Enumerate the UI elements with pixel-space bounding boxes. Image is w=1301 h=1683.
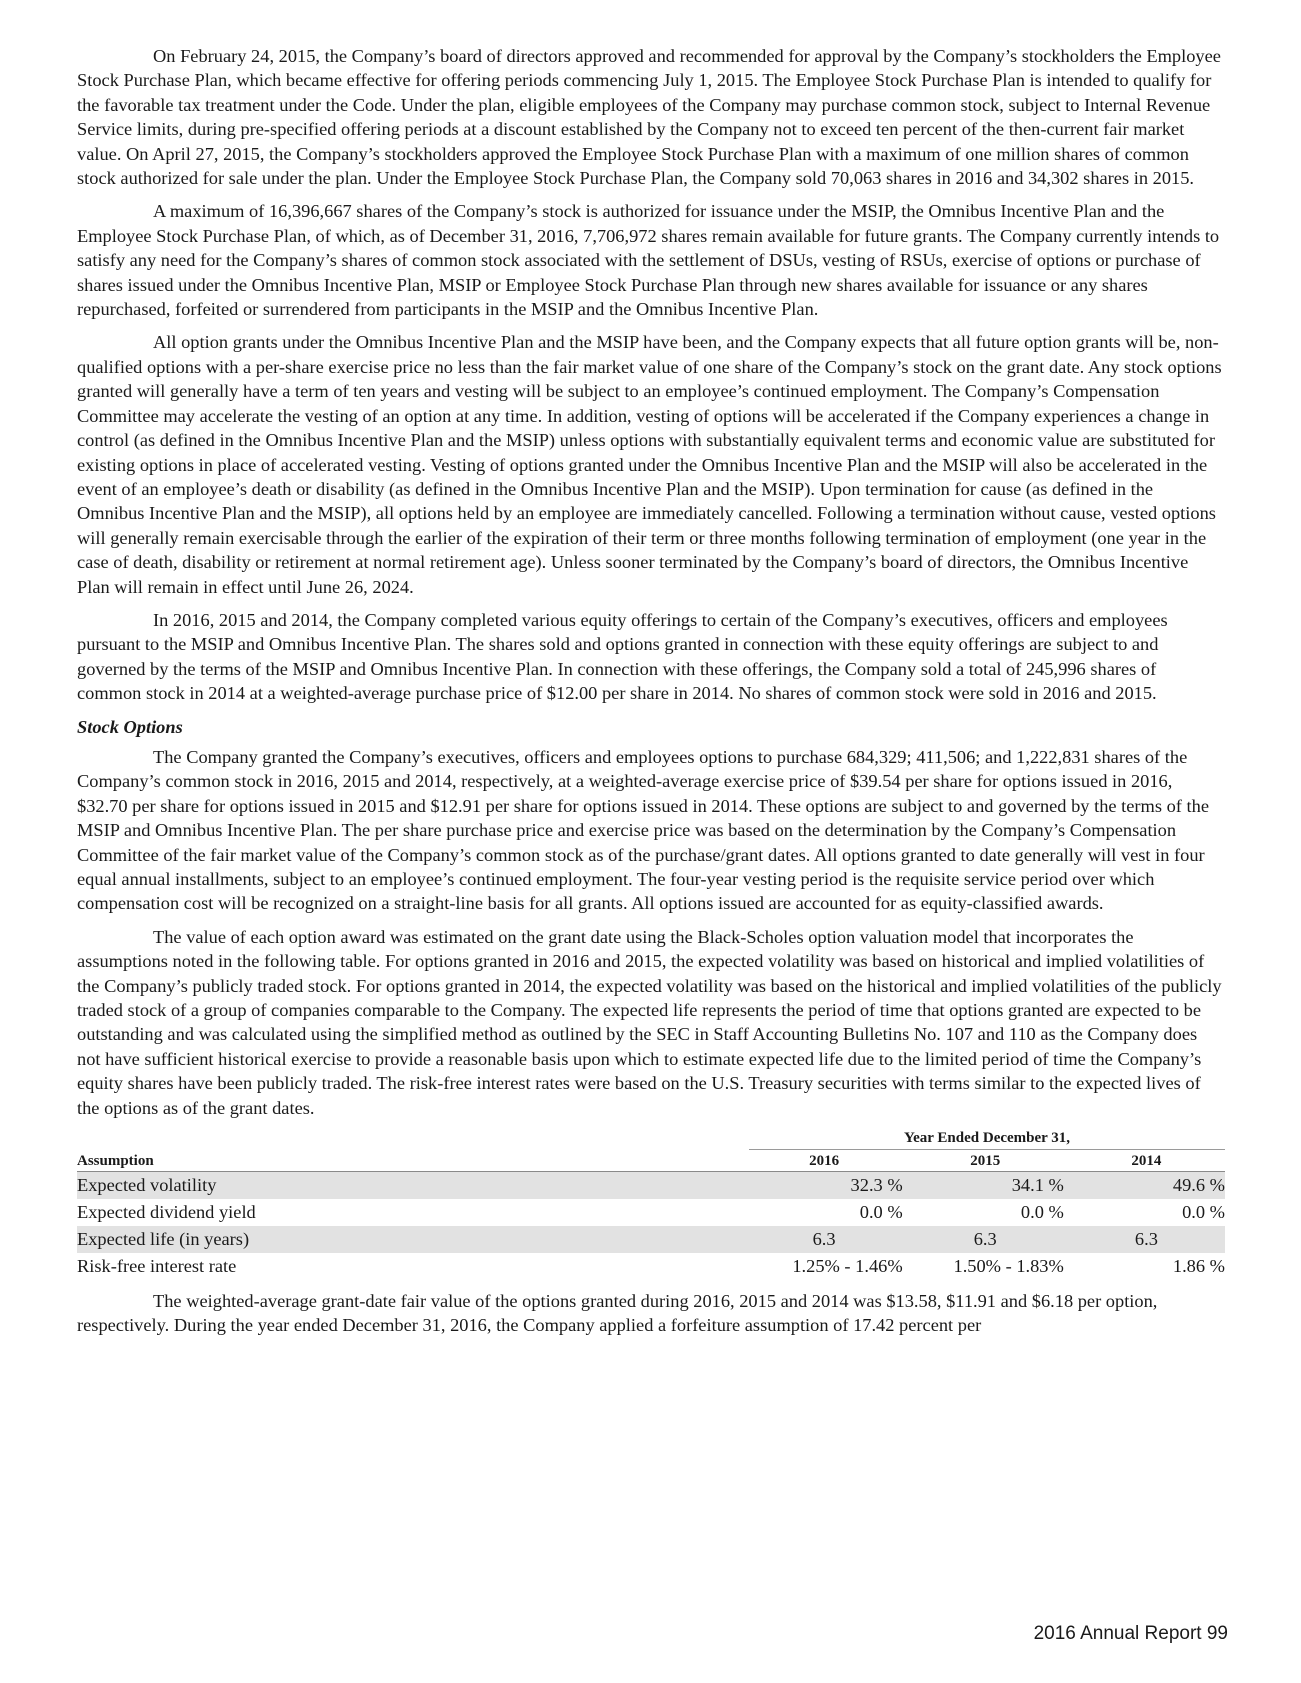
document-page <box>77 44 1225 1347</box>
row-label: Expected dividend yield <box>77 1202 256 1223</box>
page-footer: 2016 Annual Report 99 <box>1033 1623 1228 1644</box>
cell-2014: 1.86 % <box>1172 1256 1225 1277</box>
cell-2015: 1.50% - 1.83% <box>953 1256 1064 1277</box>
cell-2016: 6.3 <box>812 1229 836 1250</box>
row-label: Risk-free interest rate <box>77 1256 237 1277</box>
table-span-header-row <box>77 1129 1225 1150</box>
table-row <box>77 1226 1225 1253</box>
row-label: Expected volatility <box>77 1175 217 1196</box>
row-label: Expected life (in years) <box>77 1229 250 1250</box>
cell-2015: 0.0 % <box>1020 1202 1064 1223</box>
cell-2016: 32.3 % <box>850 1175 903 1196</box>
paragraph-espp: On February 24, 2015, the Company’s board of directors approved and recommended for approval by the Company’s stockholders the Employee Stock Purchase Plan, which became effective for offering periods commencing July 1, 2015. The Employee Stock Purchase Plan is intended to qualify for the favorable tax treatment under the Code. Under the plan, eligible employees of the Company may purchase common stock, subject to Internal Revenue Service limits, during pre-specified offering periods at a discount established by the Company not to exceed ten percent of the then-current fair market value. On April 27, 2015, the Company’s stockholders approved the Employee Stock Purchase Plan with a maximum of one million shares of common stock authorized for sale under the plan. Under the Employee Stock Purchase Plan, the Company sold 70,063 shares in 2016 and 34,302 shares in 2015. <box>77 46 1221 189</box>
table-header-row <box>77 1150 1225 1172</box>
table-row <box>77 1172 1225 1199</box>
table-row <box>77 1199 1225 1226</box>
column-header-2016: 2016 <box>809 1153 840 1170</box>
paragraph-black-scholes: The value of each option award was estimated on the grant date using the Black-Scholes option valuation model that incorporates the assumptions noted in the following table. For options granted in 2016 and 2015, the expected volatility was based on historical and implied volatilities of the Company’s publicly traded stock. For options granted in 2014, the expected volatility was based on the historical and implied volatilities of the publicly traded stock of a group of companies comparable to the Company. The expected life represents the period of time that options granted are expected to be outstanding and was calculated using the simplified method as outlined by the SEC in Staff Accounting Bulletins No. 107 and 110 as the Company does not have sufficient historical exercise to provide a reasonable basis upon which to estimate expected life due to the limited period of time the Company’s equity shares have been publicly traded. The risk-free interest rates were based on the U.S. Treasury securities with terms similar to the expected lives of the options as of the grant dates. <box>77 926 1222 1118</box>
cell-2014: 0.0 % <box>1182 1202 1225 1223</box>
table-span-header: Year Ended December 31, <box>749 1129 1225 1150</box>
column-header-2014: 2014 <box>1131 1153 1162 1170</box>
column-header-assumption: Assumption <box>77 1153 154 1170</box>
cell-2015: 6.3 <box>973 1229 997 1250</box>
section-heading: Stock Options <box>77 716 183 737</box>
table-row <box>77 1253 1225 1280</box>
cell-2014: 49.6 % <box>1172 1175 1225 1196</box>
paragraph-equity-offerings: In 2016, 2015 and 2014, the Company completed various equity offerings to certain of the Company’s executives, officers and employees pursuant to the MSIP and Omnibus Incentive Plan. The shares sold and options granted in connection with these equity offerings are subject to and governed by the terms of the MSIP and Omnibus Incentive Plan. In connection with these offerings, the Company sold a total of 245,996 shares of common stock in 2014 at a weighted-average purchase price of $12.00 per share in 2014. No shares of common stock were sold in 2016 and 2015. <box>77 609 1168 704</box>
cell-2016: 0.0 % <box>859 1202 903 1223</box>
cell-2014: 6.3 <box>1134 1229 1158 1250</box>
paragraph-share-authorization: A maximum of 16,396,667 shares of the Company’s stock is authorized for issuance under the MSIP, the Omnibus Incentive Plan and the Employee Stock Purchase Plan, of which, as of December 31, 2016, 7,706,972 shares remain available for future grants. The Company currently intends to satisfy any need for the Company’s shares of common stock associated with the settlement of DSUs, vesting of RSUs, exercise of options or purchase of shares issued under the Omnibus Incentive Plan, MSIP or Employee Stock Purchase Plan through new shares available for issuance or any shares repurchased, forfeited or surrendered from participants in the MSIP and the Omnibus Incentive Plan. <box>77 201 1220 320</box>
assumptions-table <box>77 1129 1225 1280</box>
cell-2016: 1.25% - 1.46% <box>792 1256 903 1277</box>
paragraph-fair-value: The weighted-average grant-date fair value of the options granted during 2016, 2015 and 2014 was $13.58, $11.91 and $6.18 per option, respectively. During the year ended December 31, 2016, the Company applied a forfeiture assumption of 17.42 percent per <box>77 1291 1158 1336</box>
cell-2015: 34.1 % <box>1011 1175 1064 1196</box>
paragraph-options-granted: The Company granted the Company’s executives, officers and employees options to purchase 684,329; 411,506; and 1,222,831 shares of the Company’s common stock in 2016, 2015 and 2014, respectively, at a weighted-average exercise price of $39.54 per share for options issued in 2016, $32.70 per share for options issued in 2015 and $12.91 per share for options issued in 2014. These options are subject to and governed by the terms of the MSIP and Omnibus Incentive Plan. The per share purchase price and exercise price was based on the determination by the Company’s Compensation Committee of the fair market value of the Company’s common stock as of the purchase/grant dates. All options granted to date generally will vest in four equal annual installments, subject to an employee’s continued employment. The four-year vesting period is the requisite service period over which compensation cost will be recognized on a straight-line basis for all grants. All options issued are accounted for as equity-classified awards. <box>77 746 1209 914</box>
column-header-2015: 2015 <box>970 1153 1001 1170</box>
paragraph-option-grants: All option grants under the Omnibus Incentive Plan and the MSIP have been, and the Company expects that all future option grants will be, non-qualified options with a per-share exercise price no less than the fair market value of one share of the Company’s stock on the grant date. Any stock options granted will generally have a term of ten years and vesting will be subject to an employee’s continued employment. The Company’s Compensation Committee may accelerate the vesting of an option at any time. In addition, vesting of options will be accelerated if the Company experiences a change in control (as defined in the Omnibus Incentive Plan and the MSIP) unless options with substantially equivalent terms and economic value are substituted for existing options in place of accelerated vesting. Vesting of options granted under the Omnibus Incentive Plan and the MSIP will also be accelerated in the event of an employee’s death or disability (as defined in the Omnibus Incentive Plan and the MSIP). Upon termination for cause (as defined in the Omnibus Incentive Plan and the MSIP), all options held by an employee are immediately cancelled. Following a termination without cause, vested options will generally remain exercisable through the earlier of the expiration of their term or three months following termination of employment (one year in the case of death, disability or retirement at normal retirement age). Unless sooner terminated by the Company’s board of directors, the Omnibus Incentive Plan will remain in effect until June 26, 2024. <box>77 332 1222 597</box>
